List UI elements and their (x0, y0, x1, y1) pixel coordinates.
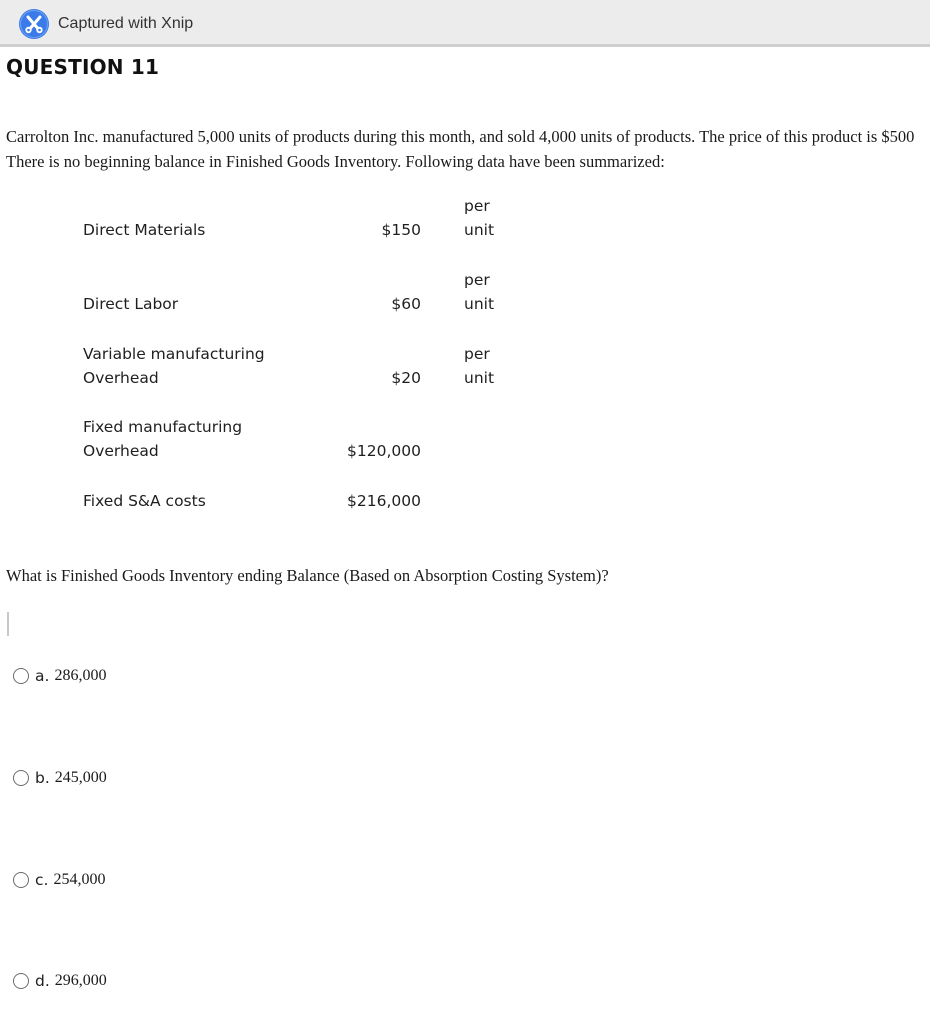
cost-amount: $20 (391, 369, 421, 387)
cost-amount: $150 (381, 221, 421, 239)
choice-a[interactable] (13, 664, 106, 688)
capture-label: Captured with Xnip (58, 15, 194, 32)
cost-amount: $120,000 (347, 442, 421, 460)
stem-line-1: Carrolton Inc. manufactured 5,000 units of products during this month, and sold 4,000 units of products. The price of this product is $500 (6, 127, 915, 146)
radio-button-a[interactable] (13, 668, 29, 684)
stem-line-2: There is no beginning balance in Finished Goods Inventory. Following data have been summarized: (6, 152, 665, 171)
choice-d[interactable] (13, 969, 107, 993)
cost-label-line-2: Overhead (83, 369, 159, 387)
cost-label: Direct Materials (83, 221, 206, 239)
choice-value: 254,000 (53, 871, 106, 888)
text-cursor (7, 612, 9, 636)
choice-value: 296,000 (54, 972, 107, 989)
choice-c[interactable] (13, 868, 105, 892)
question-title: QUESTION 11 (6, 55, 160, 79)
cost-unit-line-2: unit (464, 221, 495, 239)
radio-button-c[interactable] (13, 872, 29, 888)
choice-value: 245,000 (54, 769, 107, 786)
cost-unit-line-2: unit (464, 295, 495, 313)
cost-label-line-1: Variable manufacturing (83, 345, 265, 363)
xnip-scissors-logo-icon (19, 9, 49, 39)
question-stem (6, 124, 930, 174)
radio-button-d[interactable] (13, 973, 29, 989)
radio-button-b[interactable] (13, 770, 29, 786)
question-prompt: What is Finished Goods Inventory ending Balance (Based on Absorption Costing System)? (6, 566, 609, 585)
choice-value: 286,000 (54, 667, 107, 684)
cost-label: Fixed S&A costs (83, 492, 206, 510)
cost-unit-line-1: per (464, 271, 490, 289)
cost-unit-line-1: per (464, 345, 490, 363)
cost-unit-line-2: unit (464, 369, 495, 387)
cost-unit-line-1: per (464, 197, 490, 215)
choice-letter: d. (35, 972, 50, 990)
choice-letter: a. (35, 667, 50, 685)
choice-letter: c. (35, 871, 49, 889)
cost-label-line-2: Overhead (83, 442, 159, 460)
capture-header-bar (0, 0, 930, 47)
cost-label: Direct Labor (83, 295, 179, 313)
cost-label-line-1: Fixed manufacturing (83, 418, 243, 436)
cost-amount: $216,000 (347, 492, 421, 510)
cost-amount: $60 (391, 295, 421, 313)
choice-b[interactable] (13, 766, 107, 790)
choice-letter: b. (35, 769, 50, 787)
